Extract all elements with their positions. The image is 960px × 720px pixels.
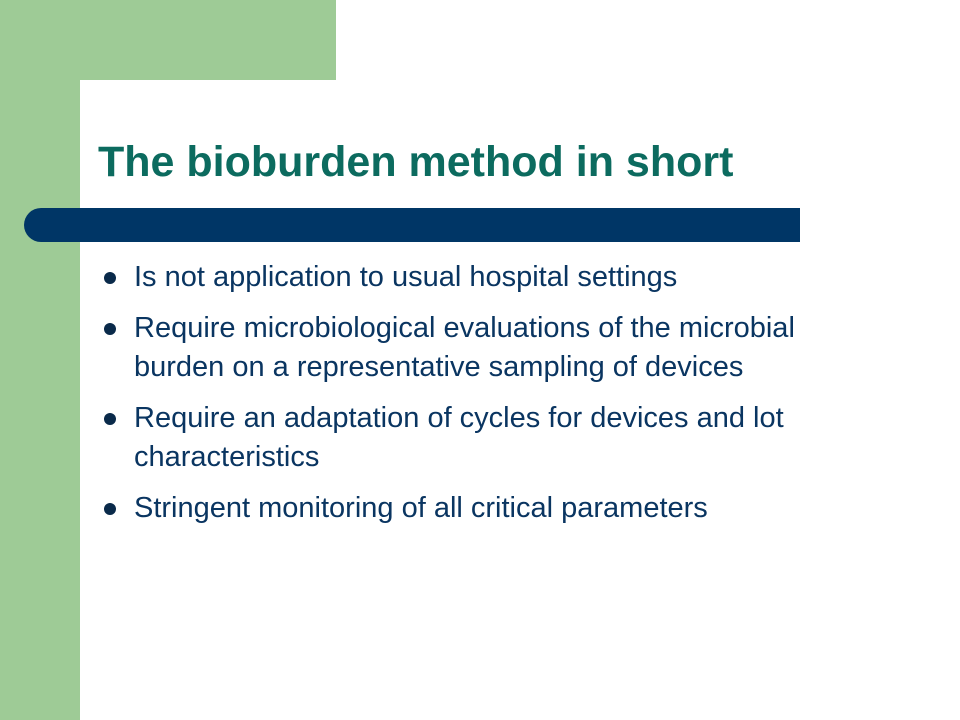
bullet-item [104,489,864,528]
bullet-text: Stringent monitoring of all critical parameters [134,492,708,524]
bullet-dot-icon [104,272,116,284]
bullet-text: Require microbiological evaluations of the microbial burden on a representative sampling of devices [134,312,795,383]
title-underline-bar [24,208,800,242]
slide-title: The bioburden method in short [98,138,734,186]
bullet-item [104,258,864,297]
bullet-dot-icon [104,503,116,515]
bullet-text: Is not application to usual hospital settings [134,261,678,293]
bullet-list [104,258,864,540]
bullet-text: Require an adaptation of cycles for devices and lot characteristics [134,402,784,473]
bullet-item [104,309,864,387]
top-accent-block [0,0,336,80]
rounded-corner [80,80,140,140]
bullet-dot-icon [104,323,116,335]
left-accent-strip [0,0,80,720]
bullet-dot-icon [104,413,116,425]
bullet-item [104,399,864,477]
